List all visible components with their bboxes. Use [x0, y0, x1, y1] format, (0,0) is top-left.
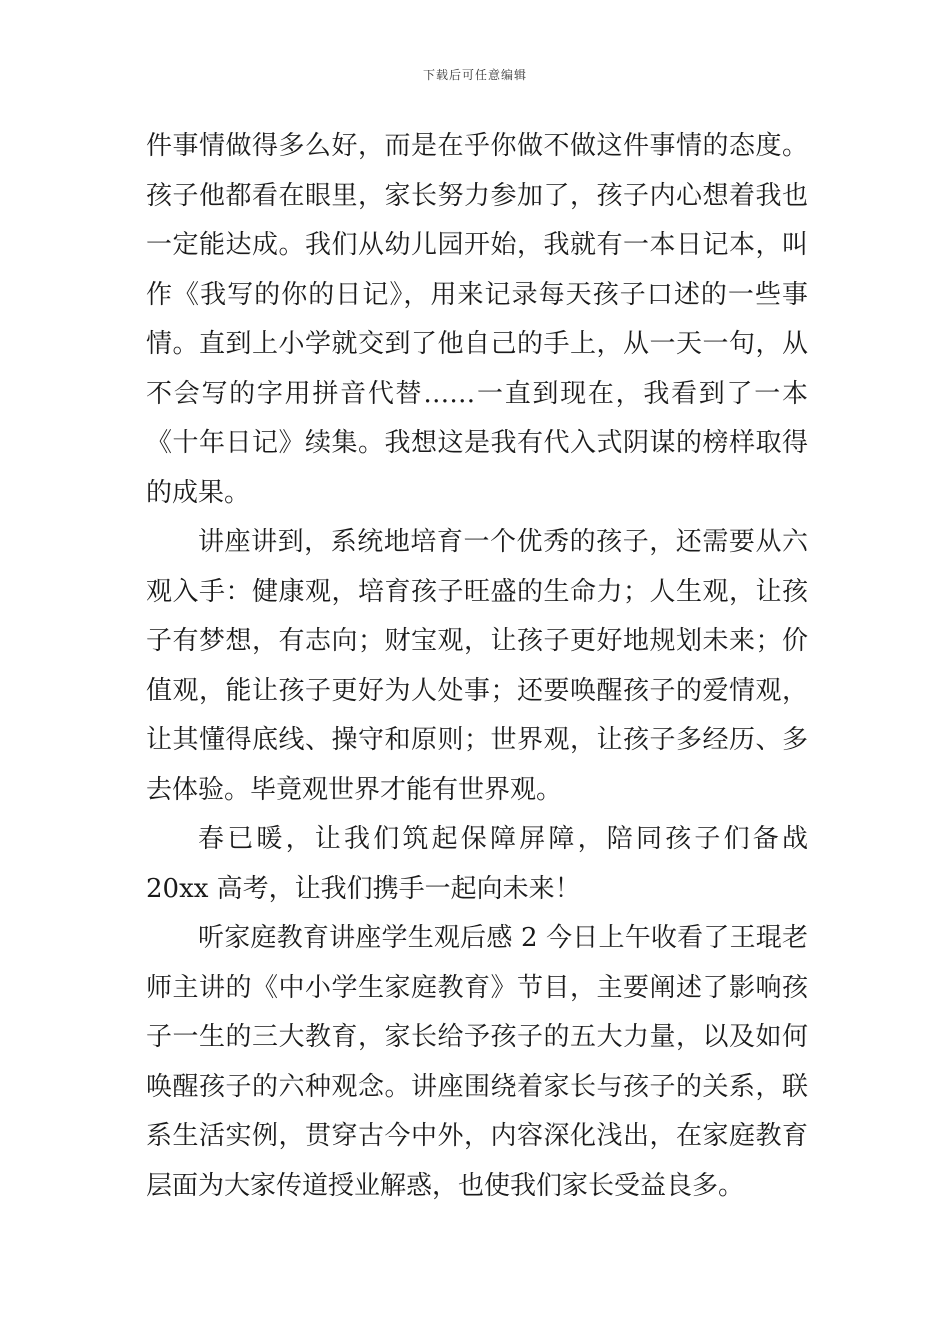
- paragraph-3: 春已暖，让我们筑起保障屏障，陪同孩子们备战 20xx 高考，让我们携手一起向未来！: [146, 824, 808, 904]
- paragraph-4: 听家庭教育讲座学生观后感 2 今日上午收看了王琨老师主讲的《中小学生家庭教育》节目，主要阐述了影响孩子一生的三大教育，家长给予孩子的五大力量，以及如何唤醒孩子的六种观念。讲座围绕着家长与孩子的关系，联系生活实例，贯穿古今中外，内容深化浅出，在家庭教育层面为大家传道授业解惑，也使我们家长受益良多。: [146, 923, 808, 1201]
- document-body: [146, 122, 808, 1211]
- paragraph-1: 件事情做得多么好，而是在乎你做不做这件事情的态度。孩子他都看在眼里，家长努力参加了，孩子内心想着我也一定能达成。我们从幼儿园开始，我就有一本日记本，叫作《我写的你的日记》，用来记录每天孩子口述的一些事情。直到上小学就交到了他自己的手上，从一天一句，从不会写的字用拼音代替……一直到现在，我看到了一本《十年日记》续集。我想这是我有代入式阴谋的榜样取得的成果。: [146, 131, 808, 508]
- page-header: 下载后可任意编辑: [422, 68, 527, 82]
- paragraph-2: 讲座讲到，系统地培育一个优秀的孩子，还需要从六观入手：健康观，培育孩子旺盛的生命力；人生观，让孩子有梦想，有志向；财宝观，让孩子更好地规划未来；价值观，能让孩子更好为人处事；还要唤醒孩子的爱情观，让其懂得底线、操守和原则；世界观，让孩子多经历、多去体验。毕竟观世界才能有世界观。: [146, 527, 808, 805]
